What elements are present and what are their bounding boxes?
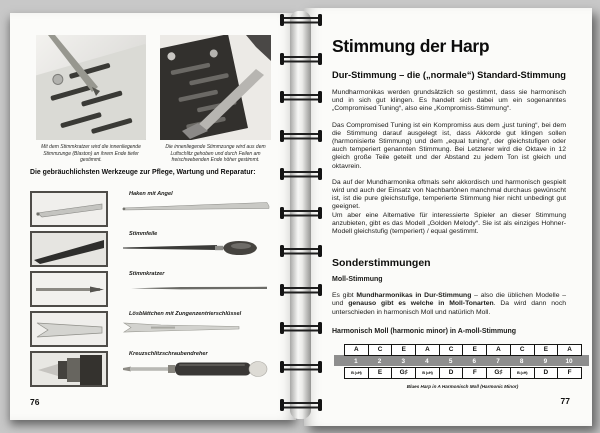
screwdriver-thumbnail — [30, 351, 108, 387]
harmonic-minor-heading: Harmonisch Moll (harmonic minor) in A-moll-Stimmung — [332, 327, 517, 335]
draw-note-cell: G♯ — [486, 367, 511, 379]
photo-caption: Mit dem Stimmkratzer wird die innenliegende Stimmzunge (Blaston) an ihrem Ende tiefer gestimmt. — [41, 144, 141, 164]
hole-number-cell: 5 — [448, 357, 453, 365]
file-tool-illustration — [121, 238, 271, 258]
binding-wire — [280, 130, 322, 142]
binding-wire — [280, 361, 322, 373]
page-title: Stimmung der Harp — [332, 36, 490, 56]
draw-note-cell: D — [439, 367, 464, 379]
left-page — [10, 13, 296, 420]
tool-entry — [121, 189, 282, 229]
tool-label: Stimmfeile — [129, 231, 158, 237]
tool-entry — [121, 309, 282, 349]
hole-number-row — [344, 356, 581, 367]
reedplate-scraping-illustration — [36, 35, 146, 140]
file-tool-thumbnail — [30, 231, 108, 267]
blow-note-cell: C — [439, 344, 464, 356]
scraper-tool-illustration — [121, 278, 271, 298]
tool-row — [30, 229, 282, 269]
hole-number-cell: 7 — [496, 357, 500, 365]
binding-wire — [280, 53, 322, 65]
draw-note-row — [344, 367, 581, 379]
hole-number-cell: 2 — [377, 357, 382, 365]
table-caption: Blues Harp in A Harmonisch Moll (Harmonic Minor) — [406, 383, 519, 389]
paragraph: Mundharmonikas werden grundsätzlich so gestimmt, dass sie harmonisch und in sich gut klingen. Es handelt sich dabei um ein sogenanntes „Compromised Tuning“, also eine „Kompromiss-Stimmung“. — [332, 89, 566, 113]
draw-note-cell: D — [534, 367, 559, 379]
text-run-bold: Mundharmonikas in Dur-Stimmung — [356, 292, 472, 300]
hook-tool-illustration — [121, 198, 271, 218]
photo-caption: Die innenliegende Stimmzunge wird aus dem Luftschlitz gehoben und durch Feilen am freischwebenden Ende höher gestimmt. — [165, 144, 266, 164]
scraper-tool-thumbnail — [30, 271, 108, 307]
tool-row — [30, 349, 282, 389]
text-run-bold: genauso gibt es welche in Moll-Tonarten — [348, 300, 494, 308]
text-run: – also die üblichen Modelle – und — [332, 292, 566, 308]
blow-note-cell: A — [557, 344, 582, 356]
photo-reedplate-filing — [160, 35, 271, 140]
text-column — [332, 70, 573, 389]
blow-note-row — [344, 344, 581, 356]
blow-note-cell: A — [344, 344, 369, 356]
tool-row — [30, 269, 282, 309]
page-number-right: 77 — [560, 396, 570, 406]
hole-number-cell: 4 — [425, 357, 429, 365]
paragraph: Da auf der Mundharmonika oftmals sehr akkordisch und harmonisch gespielt wird und auch der Einsatz von Nachbartönen manchmal durchaus gewünscht ist, ist die pure gleichstufige, temperierte Stimmung hier nicht unbedingt gut geeignet. — [332, 178, 566, 211]
blow-note-cell: E — [462, 344, 487, 356]
reed-lifter-illustration — [121, 318, 271, 338]
blow-note-cell: A — [415, 344, 440, 356]
tool-label: Lösblättchen mit Zungenzentrierschlüssel — [129, 311, 242, 317]
binding-wire — [280, 168, 322, 180]
draw-note-cell: G♯ — [391, 367, 416, 379]
tool-label: Haken mit Angel — [129, 191, 173, 197]
draw-note-cell: B (=H) — [344, 367, 369, 379]
tool-label: Kreuzschlitzschraubendreher — [129, 351, 208, 357]
hook-tool-thumbnail — [30, 191, 108, 227]
paragraph: Das Compromised Tuning ist ein Kompromiss aus dem „just tuning“, bei dem die Stimmung darauf ausgelegt ist, dass Akkorde gut klingen sollen (harmonisierte Stimmung) und dem „equal tuning“, der gleichstufigen oder auch temperiert genannten Stimmung. Bei Letzterer wird die Oktave in 12 gleich große Teile geteilt und der Abstand zu jedem Ton ist gleich und oktavrein. — [332, 121, 566, 170]
paragraph: Um aber eine Alternative für interessierte Spieler an dieser Stimmung anzubieten, gibt es das Modell „Golden Melody“. Sie ist als einziges Hohner-Modell gleichstufig (temperiert) / equal gestimmt. — [332, 211, 566, 236]
blow-note-cell: E — [534, 344, 559, 356]
binding-wire — [280, 284, 322, 296]
blow-note-cell: C — [510, 344, 535, 356]
screwdriver-illustration — [121, 358, 271, 380]
binding-wire — [280, 245, 322, 257]
hole-number-cell: 3 — [401, 357, 405, 365]
binding-wire — [280, 399, 322, 411]
hole-number-cell: 1 — [354, 357, 358, 365]
hole-number-cell: 6 — [472, 357, 477, 365]
text-run: Es gibt — [332, 292, 357, 300]
hole-number-cell: 8 — [519, 357, 524, 365]
text-run: . Da wird dann noch unterschieden in harmonisch Moll und natürlich Moll. — [332, 300, 566, 316]
blow-note-cell: E — [391, 344, 416, 356]
blow-note-cell: A — [486, 344, 511, 356]
tool-row — [30, 189, 282, 229]
draw-note-cell: F — [557, 367, 582, 379]
binding-wire — [280, 322, 322, 334]
draw-note-cell: B (=H) — [510, 367, 535, 379]
tools-intro-text: Die gebräuchlichsten Werkzeuge zur Pflege, Wartung und Reparatur: — [30, 169, 256, 176]
sonderstimmungen-heading: Sonderstimmungen — [332, 257, 431, 270]
draw-note-cell: B (=H) — [415, 367, 440, 379]
tool-entry — [121, 349, 282, 389]
draw-note-cell: E — [368, 367, 393, 379]
dur-stimmung-heading: Dur-Stimmung – die („normale“) Standard-Stimmung — [332, 70, 566, 80]
photo-reedplate-scraping — [36, 35, 146, 140]
reed-lifter-thumbnail — [30, 311, 108, 347]
tool-row — [30, 309, 282, 349]
spiral-binding — [280, 14, 322, 418]
tool-list — [30, 189, 282, 389]
moll-stimmung-subheading: Moll-Stimmung — [332, 276, 383, 284]
hole-number-cell: 10 — [565, 357, 573, 365]
reedplate-filing-illustration — [160, 35, 271, 140]
harp-note-table — [344, 344, 581, 379]
page-number-left: 76 — [30, 397, 40, 407]
right-page — [304, 8, 592, 426]
blow-note-cell: C — [368, 344, 393, 356]
moll-paragraph — [332, 292, 566, 317]
tool-entry — [121, 229, 282, 269]
binding-wire — [280, 207, 322, 219]
draw-note-cell: F — [462, 367, 487, 379]
binding-wire — [280, 91, 322, 103]
tool-label: Stimmkratzer — [129, 271, 165, 277]
hole-number-cell: 9 — [543, 357, 548, 365]
binding-wire — [280, 14, 322, 26]
tool-entry — [121, 269, 282, 309]
